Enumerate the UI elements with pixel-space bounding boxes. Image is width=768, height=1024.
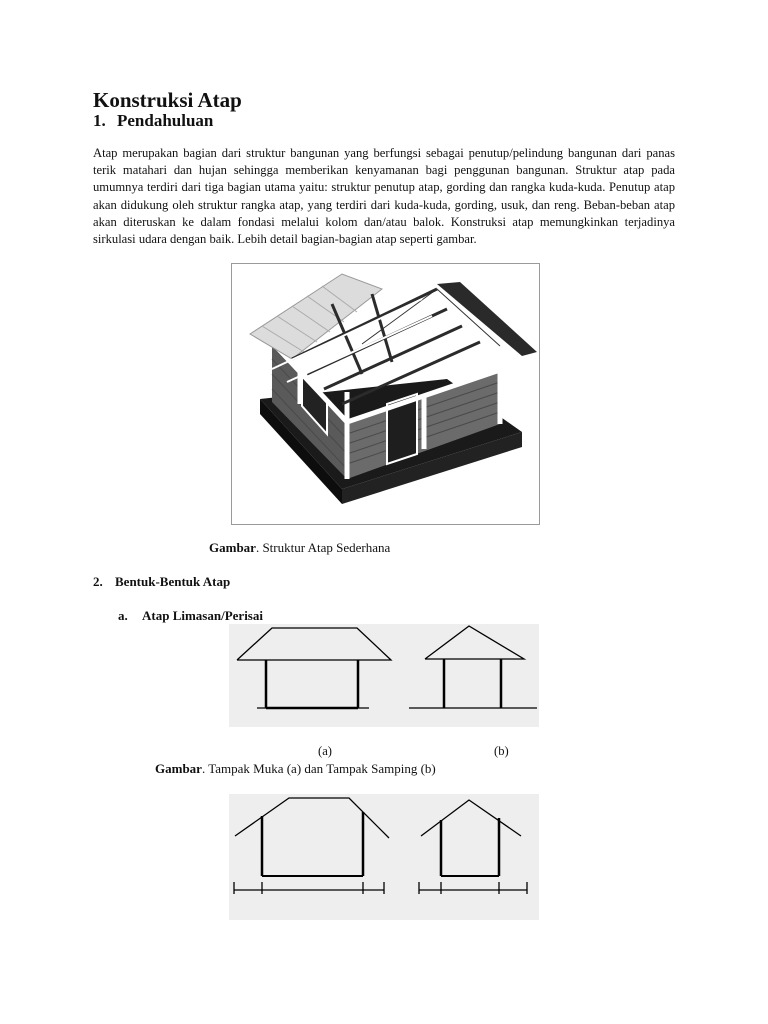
subsection-a-title: Atap Limasan/Perisai <box>142 608 263 623</box>
figure-2-caption-label: Gambar <box>155 761 202 776</box>
figure-1-caption-text: . Struktur Atap Sederhana <box>255 540 391 555</box>
roof-structure-illustration <box>232 264 539 524</box>
hip-roof-views-diagram <box>229 624 539 727</box>
subsection-a-number: a. <box>118 608 128 623</box>
section-2-heading <box>93 574 230 590</box>
hip-roof-views-drawing <box>229 624 539 727</box>
roof-structure-figure <box>231 263 540 525</box>
section-1-title: Pendahuluan <box>117 111 214 130</box>
figure-2-caption <box>155 761 436 777</box>
figure-2-caption-text: . Tampak Muka (a) dan Tampak Samping (b) <box>201 761 436 776</box>
document-title: Konstruksi Atap <box>93 88 242 112</box>
section-2-number: 2. <box>93 574 103 589</box>
hip-roof-section-diagram <box>229 794 539 920</box>
figure-1-caption <box>209 540 390 556</box>
intro-paragraph: Atap merupakan bagian dari struktur bangunan yang berfungsi sebagai penutup/pelindung bangunan dari panas terik matahari dan hujan sehingga memberikan kenyamanan bagi penggunan bangunan. Struktur atap pada umumnya terdiri dari tiga bagian utama yaitu: struktur penutup atap, gording dan rangka kuda-kuda. Penutup atap akan didukung oleh struktur rangka atap, yang terdiri dari kuda-kuda, gording, usuk, dan reng. Beban-beban atap akan diteruskan ke dalam fondasi melalui kolom dan/atau balok. Konstruksi atap memungkinkan terjadinya sirkulasi udara dengan baik. Lebih detail bagian-bagian atap seperti gambar. <box>93 146 675 247</box>
section-2-title: Bentuk-Bentuk Atap <box>115 574 231 589</box>
figure-2-label-a: (a) <box>318 744 332 758</box>
section-1-heading <box>93 111 213 131</box>
section-1-number: 1. <box>93 111 106 130</box>
subsection-a-heading <box>118 608 263 624</box>
figure-1-caption-label: Gambar <box>209 540 256 555</box>
hip-roof-section-drawing <box>229 794 539 920</box>
figure-2-label-b: (b) <box>494 744 509 758</box>
